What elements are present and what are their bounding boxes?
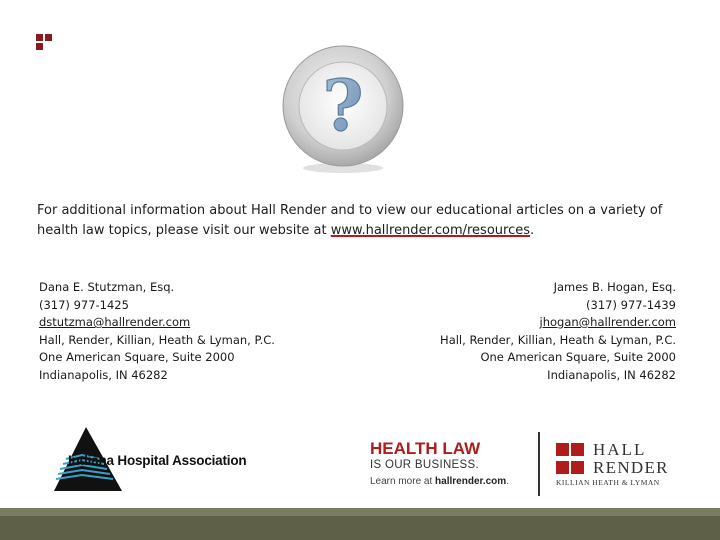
hall-render-subtitle: KILLIAN HEATH & LYMAN bbox=[556, 478, 660, 487]
learn-more-prefix: Learn more at bbox=[370, 476, 436, 487]
hall-render-word-hall: HALL bbox=[593, 440, 647, 459]
contact-email-link[interactable]: jhogan@hallrender.com bbox=[539, 315, 676, 329]
contact-name: James B. Hogan, Esq. bbox=[553, 280, 676, 294]
contact-phone: (317) 977-1439 bbox=[586, 297, 676, 312]
contact-firm: Hall, Render, Killian, Heath & Lyman, P.C. bbox=[440, 332, 676, 347]
iha-logo-text: Indiana Hospital Association bbox=[68, 453, 247, 468]
hall-render-word-render: RENDER bbox=[593, 458, 669, 477]
intro-text-end: . bbox=[530, 223, 535, 238]
contact-firm: Hall, Render, Killian, Heath & Lyman, P.C. bbox=[39, 332, 275, 347]
contact-address-line1: One American Square, Suite 2000 bbox=[39, 350, 235, 364]
health-law-learn-more bbox=[370, 476, 509, 487]
resources-link[interactable]: www.hallrender.com/resources bbox=[330, 223, 530, 238]
health-law-title: HEALTH LAW bbox=[370, 439, 481, 458]
contact-name: Dana E. Stutzman, Esq. bbox=[39, 280, 175, 294]
intro-text: For additional information about Hall Render and to view our educational articles on a variety of health law topics, please visit our website at bbox=[37, 203, 663, 238]
contact-card-hogan bbox=[440, 279, 676, 384]
contact-email-link[interactable]: dstutzma@hallrender.com bbox=[39, 315, 191, 329]
footer-band-inner bbox=[0, 516, 720, 540]
contact-address-line2: Indianapolis, IN 46282 bbox=[547, 367, 676, 382]
footer-band bbox=[0, 508, 720, 540]
logo-divider bbox=[538, 432, 540, 496]
contact-card-stutzman bbox=[39, 279, 275, 384]
contact-phone: (317) 977-1425 bbox=[39, 297, 129, 312]
contact-address-line1: One American Square, Suite 2000 bbox=[480, 350, 676, 364]
learn-more-site: hallrender.com bbox=[435, 476, 507, 487]
health-law-subtitle: IS OUR BUSINESS. bbox=[370, 459, 479, 471]
contact-address-line2: Indianapolis, IN 46282 bbox=[39, 367, 168, 382]
hall-render-squares-icon bbox=[556, 441, 586, 477]
svg-text:?: ? bbox=[322, 64, 364, 147]
learn-more-suffix: . bbox=[506, 476, 509, 487]
health-law-logo bbox=[370, 440, 509, 487]
resources-paragraph bbox=[37, 201, 687, 241]
corner-squares-icon bbox=[36, 34, 52, 50]
question-mark-icon bbox=[278, 44, 408, 174]
